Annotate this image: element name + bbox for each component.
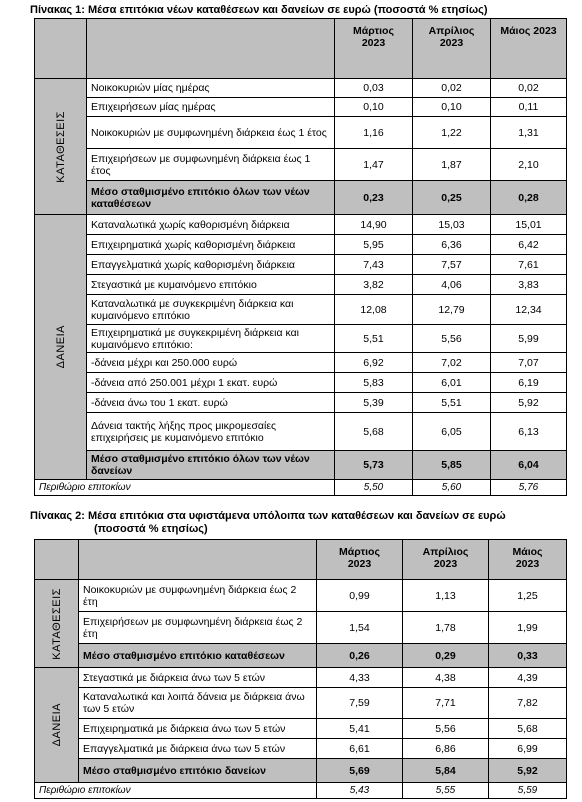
table-row bbox=[35, 688, 567, 719]
row-label: -δάνεια άνω του 1 εκατ. ευρώ bbox=[87, 393, 335, 413]
row-label: Επιχειρήσεων μίας ημέρας bbox=[87, 98, 335, 117]
table-row bbox=[35, 149, 567, 181]
month-header-line1: Μάρτιος bbox=[353, 25, 394, 37]
month-header-line1: Μάιος bbox=[512, 546, 543, 558]
row-label: Επιχειρηματικά με διάρκεια άνω των 5 ετών bbox=[79, 719, 317, 739]
loans-group bbox=[35, 215, 87, 480]
row-label: Μέσο σταθμισμένο επιτόκιο όλων των νέων δανείων bbox=[87, 451, 335, 480]
average-row bbox=[35, 181, 567, 215]
rate-value: 3,82 bbox=[335, 275, 413, 295]
outstanding-rates-table bbox=[34, 539, 567, 799]
table-row bbox=[35, 275, 567, 295]
month-header-line2: 2023 bbox=[347, 558, 372, 570]
deposits-group-label: ΚΑΤΑΘΕΣΕΙΣ bbox=[50, 587, 63, 660]
month-header-line2: 2023 bbox=[515, 558, 540, 570]
rate-value: 0,02 bbox=[413, 79, 491, 98]
rate-value: 7,71 bbox=[403, 688, 489, 719]
row-label: Στεγαστικά με διάρκεια άνω των 5 ετών bbox=[79, 668, 317, 688]
rate-value: 6,99 bbox=[489, 739, 567, 759]
table-row bbox=[35, 98, 567, 117]
row-label: Επιχειρηματικά χωρίς καθορισμένη διάρκεια bbox=[87, 235, 335, 255]
rate-value: 1,22 bbox=[413, 117, 491, 149]
header-blank bbox=[79, 540, 317, 580]
deposits-group-label: ΚΑΤΑΘΕΣΕΙΣ bbox=[54, 110, 67, 183]
margin-label: Περιθώριο επιτοκίων bbox=[35, 783, 317, 799]
rate-value: 0,03 bbox=[335, 79, 413, 98]
rate-value: 7,07 bbox=[491, 353, 567, 373]
month-header bbox=[335, 19, 413, 79]
table-row bbox=[35, 668, 567, 688]
row-label: -δάνεια μέχρι και 250.000 ευρώ bbox=[87, 353, 335, 373]
row-label: Επαγγελματικά χωρίς καθορισμένη διάρκεια bbox=[87, 255, 335, 275]
rate-value: 4,39 bbox=[489, 668, 567, 688]
rate-value: 3,83 bbox=[491, 275, 567, 295]
rate-value: 0,10 bbox=[335, 98, 413, 117]
row-label: Μέσο σταθμισμένο επιτόκιο καταθέσεων bbox=[79, 644, 317, 668]
rate-value: 5,95 bbox=[335, 235, 413, 255]
row-label: Καταναλωτικά με συγκεκριμένη διάρκεια και κυμαινόμενο επιτόκιο bbox=[87, 295, 335, 325]
rate-value: 1,13 bbox=[403, 580, 489, 612]
deposits-group bbox=[35, 79, 87, 215]
rate-value: 7,02 bbox=[413, 353, 491, 373]
rate-value: 5,51 bbox=[335, 325, 413, 353]
table-row bbox=[35, 719, 567, 739]
month-header bbox=[491, 19, 567, 79]
table-row bbox=[35, 413, 567, 451]
row-label: Επιχειρήσεων με συμφωνημένη διάρκεια έως 1 έτος bbox=[87, 149, 335, 181]
margin-value: 5,60 bbox=[413, 480, 491, 496]
rate-value: 5,92 bbox=[491, 393, 567, 413]
rate-value: 5,69 bbox=[317, 759, 403, 783]
row-label: Επιχειρήσεων με συμφωνημένη διάρκεια έως 2 έτη bbox=[79, 612, 317, 644]
average-row bbox=[35, 644, 567, 668]
table-row bbox=[35, 373, 567, 393]
rate-value: 12,79 bbox=[413, 295, 491, 325]
rate-value: 1,31 bbox=[491, 117, 567, 149]
rate-value: 5,56 bbox=[403, 719, 489, 739]
table-row bbox=[35, 235, 567, 255]
table-row bbox=[35, 393, 567, 413]
margin-value: 5,59 bbox=[489, 783, 567, 799]
rate-value: 7,59 bbox=[317, 688, 403, 719]
rate-value: 1,54 bbox=[317, 612, 403, 644]
header-row bbox=[35, 540, 567, 580]
row-label: Μέσο σταθμισμένο επιτόκιο όλων των νέων καταθέσεων bbox=[87, 181, 335, 215]
rate-value: 1,25 bbox=[489, 580, 567, 612]
rate-value: 0,11 bbox=[491, 98, 567, 117]
header-corner bbox=[35, 540, 79, 580]
loans-group-label: ΔΑΝΕΙΑ bbox=[50, 703, 63, 747]
month-header bbox=[403, 540, 489, 580]
rate-value: 4,38 bbox=[403, 668, 489, 688]
rate-value: 7,43 bbox=[335, 255, 413, 275]
rate-value: 6,01 bbox=[413, 373, 491, 393]
rate-value: 0,23 bbox=[335, 181, 413, 215]
month-header-line1: Απρίλιος bbox=[422, 546, 469, 558]
table2-caption: Πίνακας 2: Μέσα επιτόκια στα υφιστάμενα υπόλοιπα των καταθέσεων και δανείων σε ευρώ bbox=[30, 510, 506, 522]
rate-value: 6,92 bbox=[335, 353, 413, 373]
month-header-line1: Μάρτιος bbox=[339, 546, 380, 558]
row-label: Νοικοκυριών μίας ημέρας bbox=[87, 79, 335, 98]
rate-value: 15,03 bbox=[413, 215, 491, 235]
row-label: Καταναλωτικά χωρίς καθορισμένη διάρκεια bbox=[87, 215, 335, 235]
rate-value: 1,47 bbox=[335, 149, 413, 181]
table-row bbox=[35, 79, 567, 98]
table1-caption: Πίνακας 1: Μέσα επιτόκια νέων καταθέσεων και δανείων σε ευρώ (ποσοστά % ετησίως) bbox=[30, 4, 488, 16]
header-row bbox=[35, 19, 567, 79]
rate-value: 0,25 bbox=[413, 181, 491, 215]
rate-value: 0,02 bbox=[491, 79, 567, 98]
loans-group-label: ΔΑΝΕΙΑ bbox=[54, 325, 67, 369]
rate-value: 6,61 bbox=[317, 739, 403, 759]
rate-value: 5,99 bbox=[491, 325, 567, 353]
month-header-line1: Απρίλιος bbox=[428, 25, 475, 37]
rate-value: 1,78 bbox=[403, 612, 489, 644]
rate-value: 5,83 bbox=[335, 373, 413, 393]
margin-value: 5,76 bbox=[491, 480, 567, 496]
rate-value: 6,42 bbox=[491, 235, 567, 255]
rate-value: 4,33 bbox=[317, 668, 403, 688]
month-header bbox=[489, 540, 567, 580]
table-row bbox=[35, 295, 567, 325]
margin-value: 5,43 bbox=[317, 783, 403, 799]
table-row bbox=[35, 255, 567, 275]
average-row bbox=[35, 451, 567, 480]
rate-value: 5,56 bbox=[413, 325, 491, 353]
month-header-line2: 2023 bbox=[433, 558, 458, 570]
table-row bbox=[35, 612, 567, 644]
average-row bbox=[35, 759, 567, 783]
row-label: Καταναλωτικά και λοιπά δάνεια με διάρκεια άνω των 5 ετών bbox=[79, 688, 317, 719]
rate-value: 5,39 bbox=[335, 393, 413, 413]
rate-value: 1,99 bbox=[489, 612, 567, 644]
row-label: Επαγγελματικά με διάρκεια άνω των 5 ετών bbox=[79, 739, 317, 759]
rate-value: 6,13 bbox=[491, 413, 567, 451]
rate-value: 5,84 bbox=[403, 759, 489, 783]
rate-value: 6,04 bbox=[491, 451, 567, 480]
month-header-line1: Μάιος 2023 bbox=[500, 25, 557, 37]
month-header-line2: 2023 bbox=[361, 37, 386, 49]
margin-row bbox=[35, 783, 567, 799]
row-label: Στεγαστικά με κυμαινόμενο επιτόκιο bbox=[87, 275, 335, 295]
table-row bbox=[35, 739, 567, 759]
rate-value: 5,51 bbox=[413, 393, 491, 413]
rate-value: 0,33 bbox=[489, 644, 567, 668]
rate-value: 7,61 bbox=[491, 255, 567, 275]
rate-value: 6,05 bbox=[413, 413, 491, 451]
loans-group bbox=[35, 668, 79, 783]
rate-value: 5,68 bbox=[335, 413, 413, 451]
row-label: Νοικοκυριών με συμφωνημένη διάρκεια έως 2 έτη bbox=[79, 580, 317, 612]
rate-value: 0,29 bbox=[403, 644, 489, 668]
rate-value: 4,06 bbox=[413, 275, 491, 295]
rate-value: 1,87 bbox=[413, 149, 491, 181]
rate-value: 0,99 bbox=[317, 580, 403, 612]
deposits-group bbox=[35, 580, 79, 668]
table-row bbox=[35, 353, 567, 373]
rate-value: 12,08 bbox=[335, 295, 413, 325]
rate-value: 5,85 bbox=[413, 451, 491, 480]
row-label: Νοικοκυριών με συμφωνημένη διάρκεια έως 1 έτος bbox=[87, 117, 335, 149]
row-label: Επιχειρηματικά με συγκεκριμένη διάρκεια και κυμαινόμενο επιτόκιο: bbox=[87, 325, 335, 353]
table-row bbox=[35, 215, 567, 235]
rate-value: 5,41 bbox=[317, 719, 403, 739]
rate-value: 12,34 bbox=[491, 295, 567, 325]
table-row bbox=[35, 117, 567, 149]
rate-value: 5,68 bbox=[489, 719, 567, 739]
margin-value: 5,55 bbox=[403, 783, 489, 799]
row-label: Μέσο σταθμισμένο επιτόκιο δανείων bbox=[79, 759, 317, 783]
rate-value: 15,01 bbox=[491, 215, 567, 235]
rate-value: 0,28 bbox=[491, 181, 567, 215]
rate-value: 7,57 bbox=[413, 255, 491, 275]
margin-row bbox=[35, 480, 567, 496]
table-row bbox=[35, 325, 567, 353]
row-label: Δάνεια τακτής λήξης προς μικρομεσαίες επιχειρήσεις με κυμαινόμενο επιτόκιο bbox=[87, 413, 335, 451]
rate-value: 5,92 bbox=[489, 759, 567, 783]
rate-value: 6,19 bbox=[491, 373, 567, 393]
rate-value: 2,10 bbox=[491, 149, 567, 181]
row-label: -δάνεια από 250.001 μέχρι 1 εκατ. ευρώ bbox=[87, 373, 335, 393]
rate-value: 6,86 bbox=[403, 739, 489, 759]
rate-value: 0,10 bbox=[413, 98, 491, 117]
month-header-line2: 2023 bbox=[439, 37, 464, 49]
rate-value: 0,26 bbox=[317, 644, 403, 668]
rate-value: 5,73 bbox=[335, 451, 413, 480]
rate-value: 6,36 bbox=[413, 235, 491, 255]
month-header bbox=[413, 19, 491, 79]
rate-value: 14,90 bbox=[335, 215, 413, 235]
margin-value: 5,50 bbox=[335, 480, 413, 496]
table-row bbox=[35, 580, 567, 612]
rate-value: 7,82 bbox=[489, 688, 567, 719]
header-blank bbox=[87, 19, 335, 79]
rate-value: 1,16 bbox=[335, 117, 413, 149]
month-header bbox=[317, 540, 403, 580]
header-corner bbox=[35, 19, 87, 79]
new-rates-table bbox=[34, 18, 567, 496]
margin-label: Περιθώριο επιτοκίων bbox=[35, 480, 335, 496]
table2-caption-unit: (ποσοστά % ετησίως) bbox=[94, 523, 208, 535]
